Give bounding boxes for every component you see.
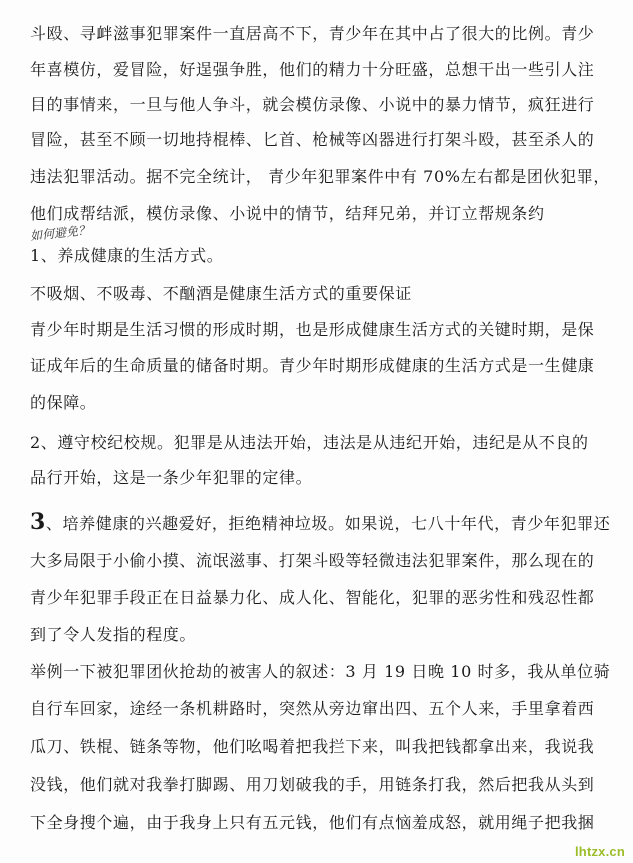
paragraph-line: 大多局限于小偷小摸、流氓滋事、打架斗殴等轻微违法犯罪案件，那么现在的 [30, 551, 595, 570]
handwritten-note: 如何避免？ [29, 222, 91, 244]
paragraph-line: 他们成帮结派，模仿录像、小说中的情节，结拜兄弟，并订立帮规条约 [30, 204, 545, 223]
paragraph-line: 的保障。 [30, 393, 97, 412]
paragraph-line: 青少年犯罪手段正在日益暴力化、成人化、智能化，犯罪的恶劣性和残忍性都 [30, 588, 595, 607]
paragraph-line: 举例一下被犯罪团伙抢劫的被害人的叙述：3 月 19 日晚 10 时多，我从单位骑 [30, 662, 611, 681]
paragraph-line: 违法犯罪活动。据不完全统计， 青少年犯罪案件中有 70%左右都是团伙犯罪， [30, 167, 610, 186]
section-heading: 1、养成健康的生活方式。 [30, 246, 224, 265]
paragraph-line: 到了令人发指的程度。 [30, 625, 197, 644]
paragraph-line: 没钱，他们就对我拳打脚踢、用刀划破我的手，用链条打我，然后把我从头到 [30, 775, 595, 794]
paragraph-line: 下全身搜个遍，由于我身上只有五元钱，他们有点恼羞成怒，就用绳子把我捆 [30, 813, 595, 832]
paragraph-line: 品行开始，这是一条少年犯罪的定律。 [30, 468, 313, 487]
section-heading [30, 509, 611, 535]
site-watermark: lhtzx.cn [575, 844, 625, 859]
section-heading-text: 、培养健康的兴趣爱好，拒绝精神垃圾。如果说，七八十年代，青少年犯罪还 [45, 514, 611, 533]
paragraph-line: 斗殴、寻衅滋事犯罪案件一直居高不下，青少年在其中占了很大的比例。青少 [30, 24, 595, 43]
paragraph-line: 目的事情来，一旦与他人争斗，就会模仿录像、小说中的暴力情节，疯狂进行 [30, 95, 595, 114]
paragraph-line: 青少年时期是生活习惯的形成时期，也是形成健康生活方式的关键时期，是保 [30, 320, 595, 339]
paragraph-line: 自行车回家，途经一条机耕路时，突然从旁边窜出四、五个人来，手里拿着西 [30, 699, 595, 718]
paragraph-line: 冒险，甚至不顾一切地持棍棒、匕首、枪械等凶器进行打架斗殴，甚至杀人的 [30, 130, 595, 149]
paragraph-line: 瓜刀、铁棍、链条等物，他们吆喝着把我拦下来，叫我把钱都拿出来，我说我 [30, 737, 595, 756]
section-subheading: 不吸烟、不吸毒、不酗酒是健康生活方式的重要保证 [30, 284, 412, 303]
paragraph-line: 年喜模仿，爱冒险，好逞强争胜，他们的精力十分旺盛，总想干出一些引人注 [30, 60, 595, 79]
paragraph-line: 证成年后的生命质量的储备时期。青少年时期形成健康的生活方式是一生健康 [30, 356, 595, 375]
section-heading: 2、遵守校纪校规。犯罪是从违法开始，违法是从违纪开始，违纪是从不良的 [30, 433, 589, 452]
section-number: 3 [30, 509, 46, 535]
